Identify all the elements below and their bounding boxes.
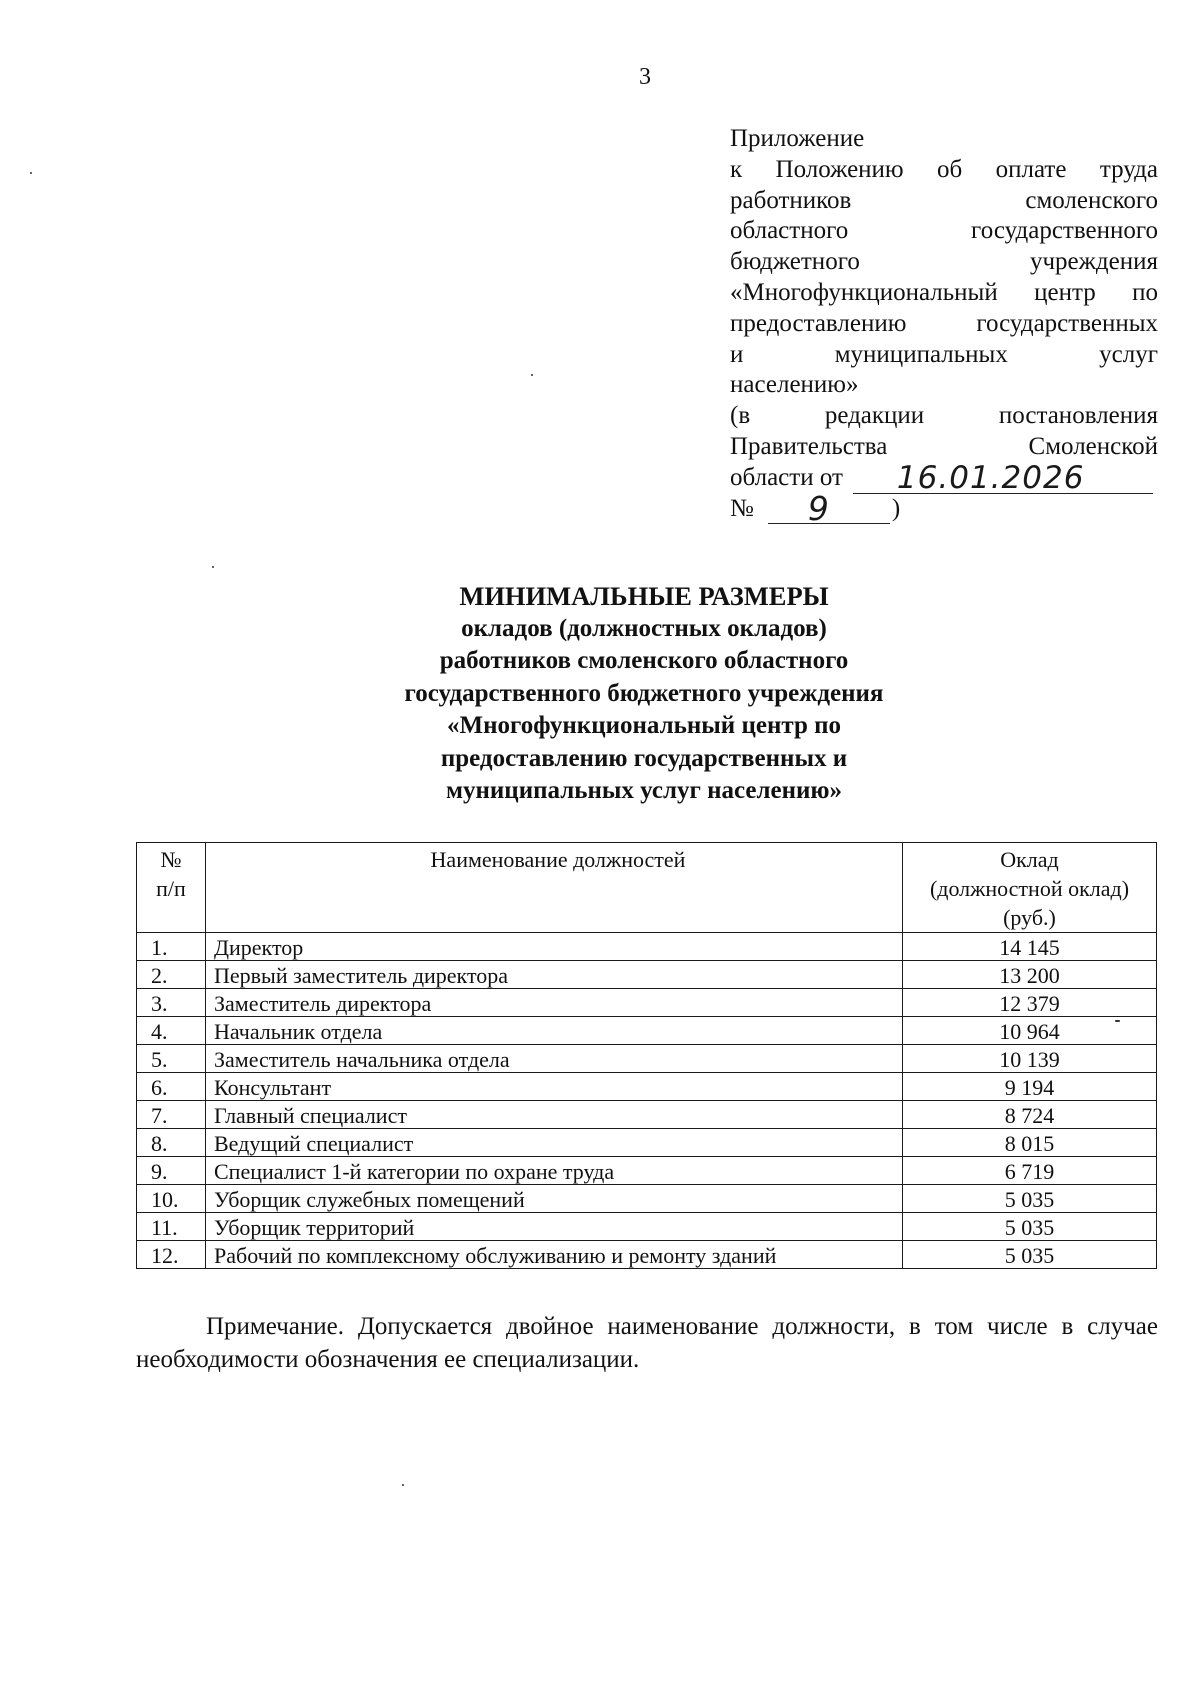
row-salary: 8 015 bbox=[903, 1129, 1157, 1157]
page-number: 3 bbox=[639, 64, 651, 90]
row-number: 4. bbox=[137, 1017, 206, 1045]
appendix-line: областного государственного bbox=[730, 217, 1158, 245]
row-number: 9. bbox=[137, 1157, 206, 1185]
decree-number-field bbox=[768, 488, 890, 528]
decree-number-row bbox=[730, 488, 1158, 528]
note-paragraph: Примечание. Допускается двойное наименование должности, в том числе в случае необходимости обозначения ее специализации. bbox=[136, 1313, 1158, 1373]
row-number: 7. bbox=[137, 1101, 206, 1129]
table-row bbox=[137, 961, 1157, 989]
appendix-line: к Положению об оплате труда bbox=[730, 155, 1158, 183]
scan-speck bbox=[402, 1484, 404, 1486]
decree-date-field bbox=[853, 459, 1153, 496]
table-row bbox=[137, 1101, 1157, 1129]
appendix-line: населению» bbox=[730, 371, 859, 399]
row-number: 6. bbox=[137, 1073, 206, 1101]
row-number: 10. bbox=[137, 1185, 206, 1213]
decree-date-handwritten: 16.01.2026 bbox=[896, 459, 1085, 496]
row-position: Уборщик территорий bbox=[206, 1213, 903, 1241]
appendix-line: бюджетного учреждения bbox=[730, 248, 1158, 276]
title-line: муниципальных услуг населению» bbox=[445, 777, 843, 804]
row-number: 1. bbox=[137, 933, 206, 961]
row-salary: 10 964 bbox=[903, 1017, 1157, 1045]
title-line: работников смоленского областного bbox=[439, 647, 849, 674]
decree-number-handwritten: 9 bbox=[807, 488, 830, 528]
table-row bbox=[137, 1185, 1157, 1213]
row-position: Специалист 1-й категории по охране труда bbox=[206, 1157, 903, 1185]
appendix-line: и муниципальных услуг bbox=[730, 340, 1158, 368]
scan-speck bbox=[1115, 1020, 1120, 1022]
table-row bbox=[137, 1073, 1157, 1101]
row-number: 2. bbox=[137, 961, 206, 989]
row-position: Заместитель директора bbox=[206, 989, 903, 1017]
title-main: МИНИМАЛЬНЫЕ РАЗМЕРЫ bbox=[459, 581, 829, 611]
title-line: «Многофункциональный центр по bbox=[446, 712, 842, 739]
row-position: Директор bbox=[206, 933, 903, 961]
row-number: 11. bbox=[137, 1213, 206, 1241]
table-row bbox=[137, 989, 1157, 1017]
row-number: 12. bbox=[137, 1241, 206, 1269]
scan-speck bbox=[531, 374, 533, 376]
row-salary: 8 724 bbox=[903, 1101, 1157, 1129]
decree-date-row bbox=[730, 459, 1158, 496]
appendix-line: Правительства Смоленской bbox=[730, 432, 1158, 460]
row-number: 5. bbox=[137, 1045, 206, 1073]
header-num-line: № bbox=[160, 847, 182, 872]
scan-speck bbox=[30, 172, 32, 174]
document-title bbox=[300, 580, 988, 808]
table-row bbox=[137, 1241, 1157, 1269]
title-line: государственного бюджетного учреждения bbox=[404, 679, 884, 707]
table-row bbox=[137, 1129, 1157, 1157]
row-salary: 13 200 bbox=[903, 961, 1157, 989]
header-salary bbox=[903, 843, 1157, 933]
row-position: Консультант bbox=[206, 1073, 903, 1101]
row-salary: 5 035 bbox=[903, 1185, 1157, 1213]
row-position: Уборщик служебных помещений bbox=[206, 1185, 903, 1213]
row-position: Первый заместитель директора bbox=[206, 961, 903, 989]
table-row bbox=[137, 1213, 1157, 1241]
row-salary: 10 139 bbox=[903, 1045, 1157, 1073]
row-salary: 14 145 bbox=[903, 933, 1157, 961]
header-salary-line: (руб.) bbox=[1003, 905, 1056, 930]
appendix-line: предоставлению государственных bbox=[730, 309, 1158, 337]
header-salary-line: Оклад bbox=[1000, 847, 1059, 872]
appendix-line: (в редакции постановления bbox=[730, 402, 1158, 430]
table-row bbox=[137, 1157, 1157, 1185]
title-line: предоставлению государственных и bbox=[440, 744, 848, 772]
decree-date-label: области от bbox=[730, 463, 843, 491]
appendix-line: Приложение bbox=[730, 125, 865, 152]
row-salary: 6 719 bbox=[903, 1157, 1157, 1185]
title-line: окладов (должностных окладов) bbox=[461, 614, 827, 642]
header-num-line: п/п bbox=[156, 876, 186, 901]
appendix-line: «Многофункциональный центр по bbox=[730, 278, 1158, 306]
row-salary: 9 194 bbox=[903, 1073, 1157, 1101]
closing-parenthesis: ) bbox=[891, 494, 901, 522]
decree-number-label: № bbox=[730, 494, 754, 522]
row-position: Рабочий по комплексному обслуживанию и ремонту зданий bbox=[206, 1241, 903, 1269]
header-salary-line: (должностной оклад) bbox=[929, 876, 1130, 901]
table-row bbox=[137, 933, 1157, 961]
row-salary: 12 379 bbox=[903, 989, 1157, 1017]
row-position: Ведущий специалист bbox=[206, 1129, 903, 1157]
row-position: Начальник отдела bbox=[206, 1017, 903, 1045]
row-salary: 5 035 bbox=[903, 1213, 1157, 1241]
header-name: Наименование должностей bbox=[206, 843, 903, 933]
row-position: Заместитель начальника отдела bbox=[206, 1045, 903, 1073]
table-header-row bbox=[137, 843, 1157, 933]
scan-speck bbox=[212, 566, 214, 568]
row-number: 3. bbox=[137, 989, 206, 1017]
header-num bbox=[137, 843, 206, 933]
row-number: 8. bbox=[137, 1129, 206, 1157]
appendix-block bbox=[730, 124, 1158, 528]
row-position: Главный специалист bbox=[206, 1101, 903, 1129]
appendix-line: работников смоленского bbox=[730, 186, 1158, 214]
salary-table bbox=[136, 842, 1157, 1269]
table-row bbox=[137, 1045, 1157, 1073]
table-row bbox=[137, 1017, 1157, 1045]
row-salary: 5 035 bbox=[903, 1241, 1157, 1269]
